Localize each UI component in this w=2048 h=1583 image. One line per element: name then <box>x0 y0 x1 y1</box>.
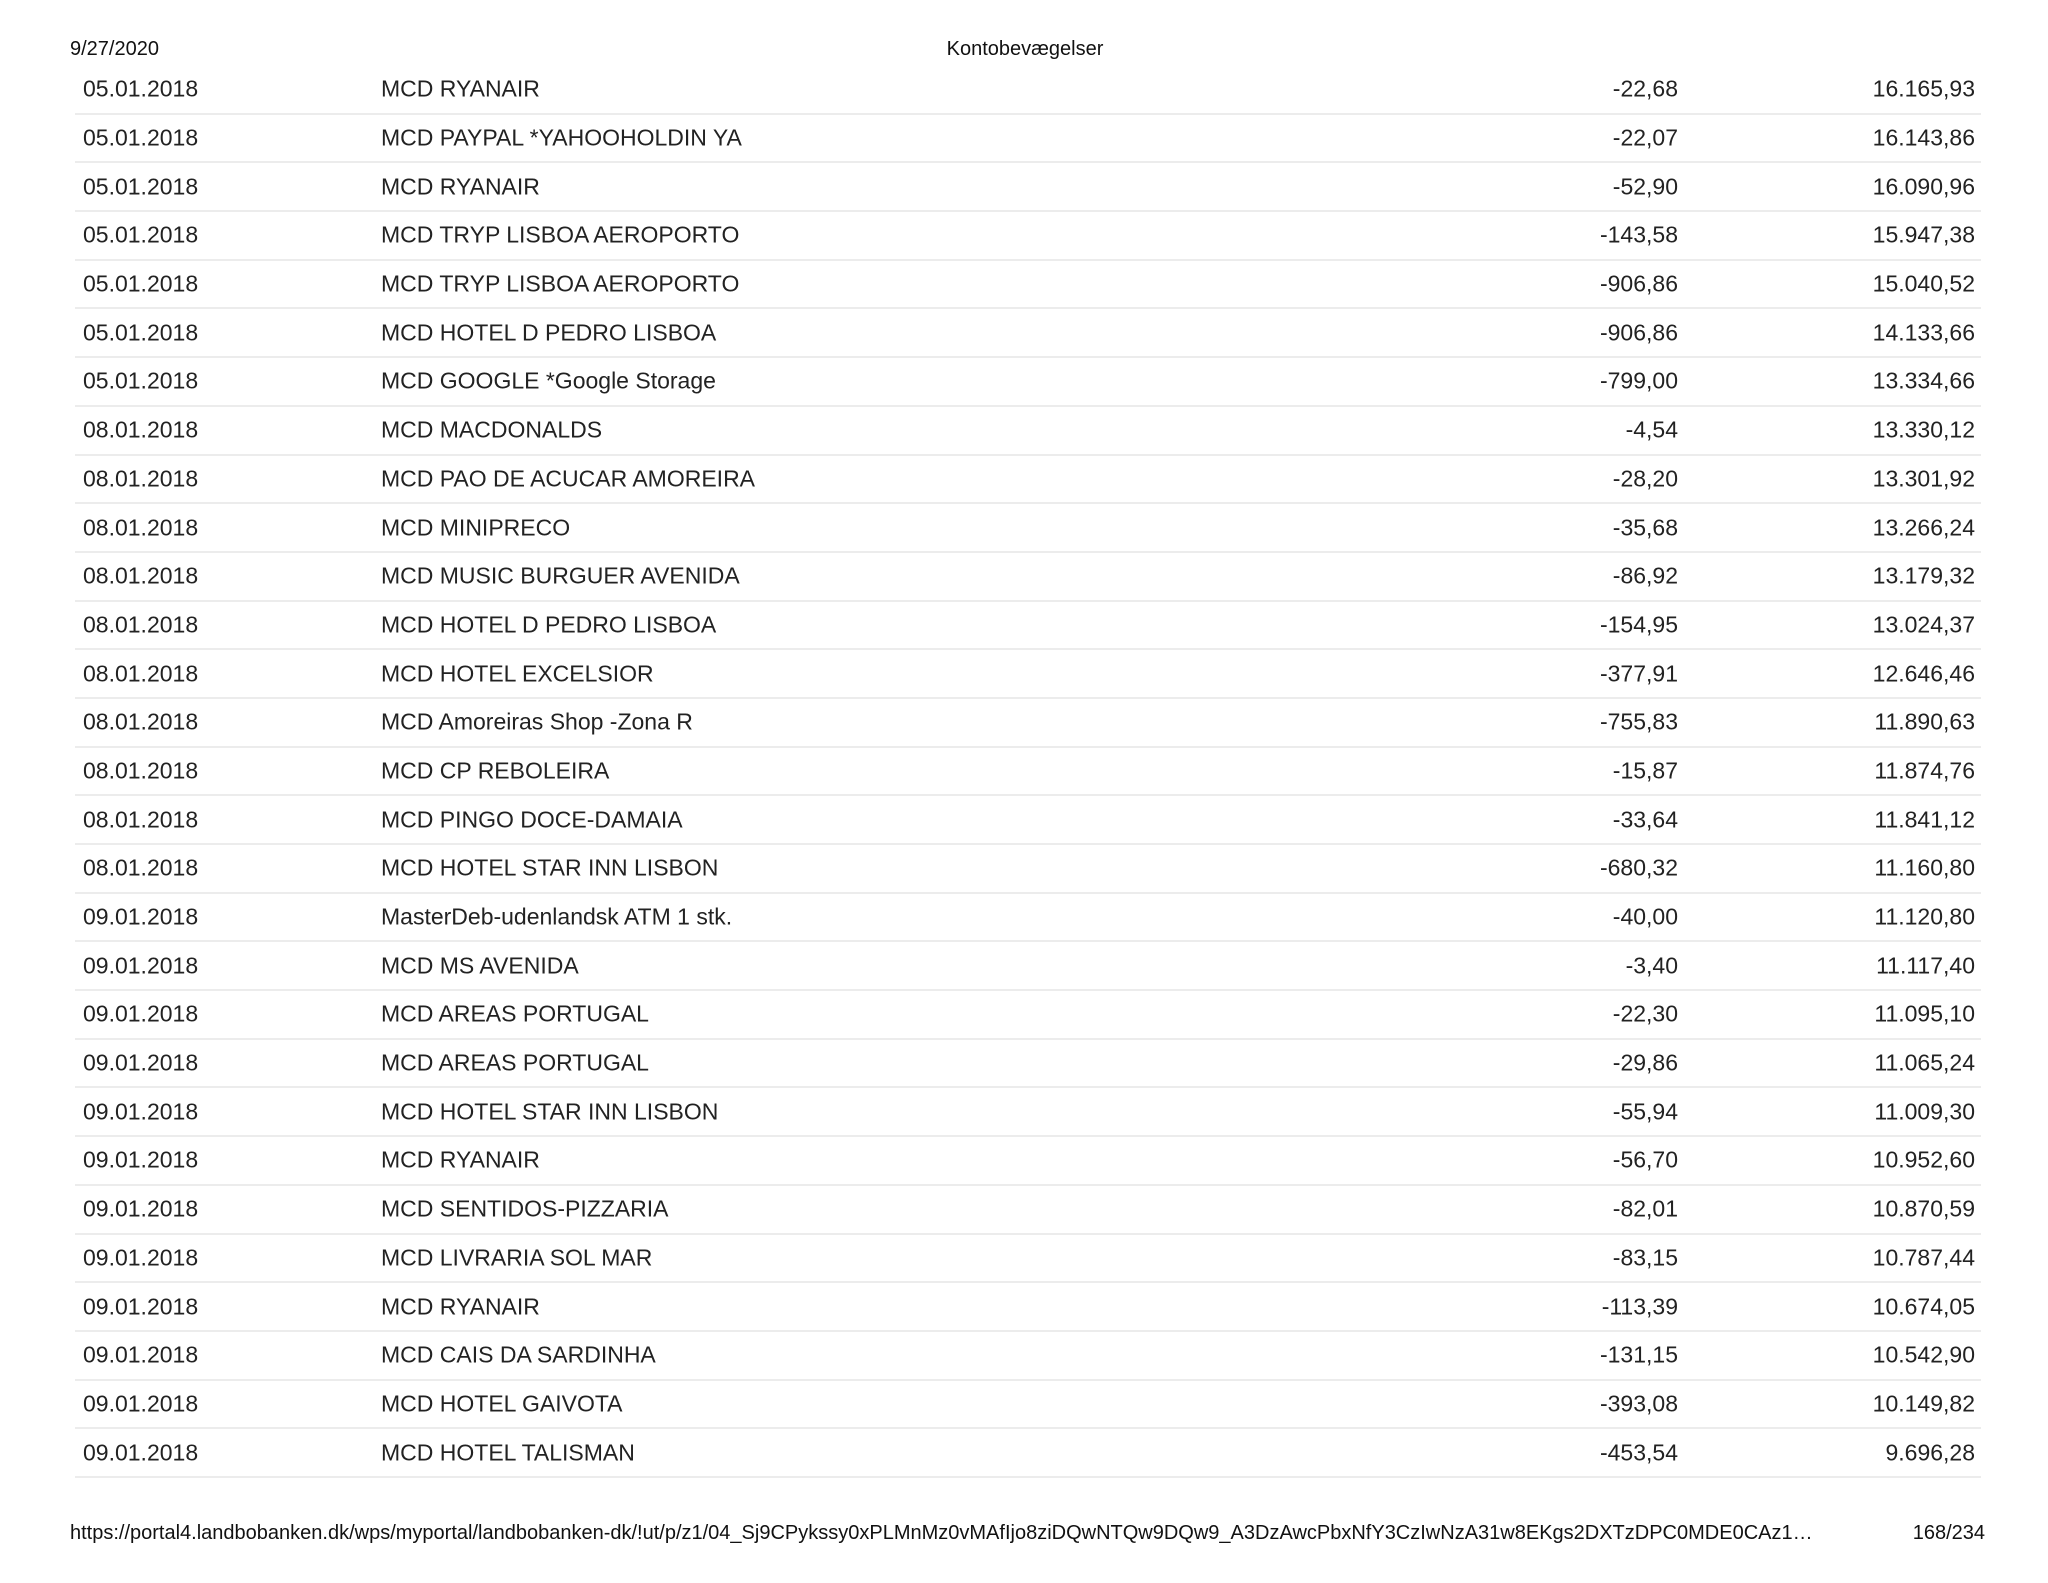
transaction-balance: 9.696,28 <box>1885 1439 1975 1466</box>
transaction-balance: 11.120,80 <box>1874 903 1975 930</box>
transaction-date: 09.01.2018 <box>83 1341 199 1368</box>
transaction-date: 05.01.2018 <box>83 221 199 248</box>
table-row <box>75 699 1981 748</box>
transaction-date: 08.01.2018 <box>83 854 199 881</box>
transaction-date: 09.01.2018 <box>83 1049 199 1076</box>
transaction-date: 09.01.2018 <box>83 1195 199 1222</box>
transaction-balance: 13.024,37 <box>1872 611 1975 638</box>
transaction-text: MCD HOTEL GAIVOTA <box>381 1390 623 1417</box>
transaction-balance: 16.165,93 <box>1872 75 1975 102</box>
transaction-amount: -143,58 <box>1599 221 1678 248</box>
transaction-amount: -3,40 <box>1625 952 1678 979</box>
transaction-amount: -4,54 <box>1625 416 1678 443</box>
table-row <box>75 1040 1981 1089</box>
table-row <box>75 66 1981 115</box>
transaction-date: 09.01.2018 <box>83 1293 199 1320</box>
transaction-amount: -15,87 <box>1612 757 1678 784</box>
transaction-balance: 13.179,32 <box>1872 562 1975 589</box>
transaction-text: MasterDeb-udenlandsk ATM 1 stk. <box>381 903 733 930</box>
transaction-text: MCD HOTEL EXCELSIOR <box>381 660 654 687</box>
table-row <box>75 504 1981 553</box>
transaction-date: 09.01.2018 <box>83 1000 199 1027</box>
transaction-amount: -56,70 <box>1612 1146 1678 1173</box>
table-row <box>75 991 1981 1040</box>
transaction-amount: -22,30 <box>1612 1000 1678 1027</box>
transaction-text: MCD MINIPRECO <box>381 514 571 541</box>
table-row <box>75 1332 1981 1381</box>
transaction-text: MCD HOTEL STAR INN LISBON <box>381 854 719 881</box>
transaction-date: 05.01.2018 <box>83 270 199 297</box>
transactions-table <box>75 66 1981 1478</box>
table-row <box>75 212 1981 261</box>
transaction-text: MCD RYANAIR <box>381 1146 540 1173</box>
table-row <box>75 1283 1981 1332</box>
table-row <box>75 1088 1981 1137</box>
transaction-amount: -86,92 <box>1612 562 1678 589</box>
transaction-balance: 13.334,66 <box>1872 367 1975 394</box>
transaction-balance: 16.143,86 <box>1872 124 1975 151</box>
table-row <box>75 1186 1981 1235</box>
page-url: https://portal4.landbobanken.dk/wps/myportal/landbobanken-dk/!ut/p/z1/04_Sj9CPykssy0xPLMnMz0vMAfIjo8ziDQwNTQw9DQw9_A3DzAwcPbxNfY3CzIwNzA31w8EKgs2DXTzDPC0MDE0CAz1… <box>70 1522 1813 1544</box>
transaction-text: MCD Amoreiras Shop -Zona R <box>381 708 693 735</box>
transaction-balance: 11.095,10 <box>1874 1000 1975 1027</box>
table-row <box>75 748 1981 797</box>
transaction-text: MCD HOTEL TALISMAN <box>381 1439 635 1466</box>
transaction-text: MCD RYANAIR <box>381 75 540 102</box>
transaction-balance: 11.874,76 <box>1874 757 1975 784</box>
transaction-balance: 10.542,90 <box>1872 1341 1975 1368</box>
transaction-balance: 11.117,40 <box>1876 952 1975 979</box>
transaction-balance: 14.133,66 <box>1872 319 1975 346</box>
table-row <box>75 553 1981 602</box>
table-row <box>75 1235 1981 1284</box>
transaction-amount: -113,39 <box>1601 1293 1678 1320</box>
transaction-date: 09.01.2018 <box>83 1439 199 1466</box>
transaction-date: 08.01.2018 <box>83 611 199 638</box>
table-row <box>75 942 1981 991</box>
transaction-balance: 16.090,96 <box>1872 173 1975 200</box>
table-row <box>75 115 1981 164</box>
transaction-date: 05.01.2018 <box>83 75 199 102</box>
transaction-date: 08.01.2018 <box>83 514 199 541</box>
transaction-date: 09.01.2018 <box>83 1146 199 1173</box>
transaction-balance: 10.674,05 <box>1872 1293 1975 1320</box>
transaction-balance: 15.040,52 <box>1872 270 1975 297</box>
transaction-balance: 10.149,82 <box>1872 1390 1975 1417</box>
transaction-text: MCD MACDONALDS <box>381 416 603 443</box>
transaction-text: MCD GOOGLE *Google Storage <box>381 367 716 394</box>
transaction-amount: -453,54 <box>1599 1439 1678 1466</box>
transaction-date: 09.01.2018 <box>83 1244 199 1271</box>
transaction-text: MCD CAIS DA SARDINHA <box>381 1341 656 1368</box>
transaction-text: MCD MUSIC BURGUER AVENIDA <box>381 562 740 589</box>
transaction-balance: 15.947,38 <box>1872 221 1975 248</box>
table-row <box>75 602 1981 651</box>
transaction-amount: -28,20 <box>1612 465 1678 492</box>
transaction-date: 08.01.2018 <box>83 708 199 735</box>
transaction-text: MCD CP REBOLEIRA <box>381 757 610 784</box>
transaction-amount: -393,08 <box>1599 1390 1678 1417</box>
table-row <box>75 407 1981 456</box>
transaction-text: MCD TRYP LISBOA AEROPORTO <box>381 270 740 297</box>
table-row <box>75 1429 1981 1478</box>
transaction-date: 08.01.2018 <box>83 465 199 492</box>
transaction-text: MCD HOTEL D PEDRO LISBOA <box>381 611 717 638</box>
print-footer <box>70 1522 1985 1548</box>
table-row <box>75 1137 1981 1186</box>
transaction-date: 05.01.2018 <box>83 173 199 200</box>
transaction-amount: -377,91 <box>1599 660 1678 687</box>
transaction-balance: 13.301,92 <box>1872 465 1975 492</box>
transaction-amount: -154,95 <box>1599 611 1678 638</box>
transaction-amount: -680,32 <box>1599 854 1678 881</box>
transaction-balance: 12.646,46 <box>1872 660 1975 687</box>
transaction-text: MCD RYANAIR <box>381 173 540 200</box>
transaction-balance: 10.952,60 <box>1872 1146 1975 1173</box>
transaction-date: 09.01.2018 <box>83 1098 199 1125</box>
page-title: Kontobevægelser <box>946 38 1104 60</box>
transaction-date: 08.01.2018 <box>83 416 199 443</box>
transaction-date: 09.01.2018 <box>83 1390 199 1417</box>
transaction-text: MCD HOTEL STAR INN LISBON <box>381 1098 719 1125</box>
transaction-date: 09.01.2018 <box>83 952 199 979</box>
page-number: 168/234 <box>1912 1522 1985 1544</box>
transaction-text: MCD MS AVENIDA <box>381 952 579 979</box>
transaction-date: 05.01.2018 <box>83 124 199 151</box>
transaction-text: MCD LIVRARIA SOL MAR <box>381 1244 653 1271</box>
table-row <box>75 456 1981 505</box>
transaction-date: 05.01.2018 <box>83 367 199 394</box>
transaction-text: MCD AREAS PORTUGAL <box>381 1000 649 1027</box>
transaction-text: MCD PAO DE ACUCAR AMOREIRA <box>381 465 756 492</box>
transaction-date: 09.01.2018 <box>83 903 199 930</box>
transaction-date: 08.01.2018 <box>83 660 199 687</box>
transaction-amount: -55,94 <box>1612 1098 1678 1125</box>
transaction-amount: -755,83 <box>1599 708 1678 735</box>
transaction-text: MCD SENTIDOS-PIZZARIA <box>381 1195 669 1222</box>
transaction-date: 08.01.2018 <box>83 562 199 589</box>
print-date: 9/27/2020 <box>70 38 159 60</box>
transaction-amount: -52,90 <box>1612 173 1678 200</box>
transaction-amount: -83,15 <box>1612 1244 1678 1271</box>
transaction-balance: 11.009,30 <box>1874 1098 1975 1125</box>
table-row <box>75 358 1981 407</box>
table-row <box>75 650 1981 699</box>
table-row <box>75 845 1981 894</box>
table-row <box>75 796 1981 845</box>
transaction-amount: -82,01 <box>1612 1195 1678 1222</box>
transaction-text: MCD AREAS PORTUGAL <box>381 1049 649 1076</box>
transaction-text: MCD RYANAIR <box>381 1293 540 1320</box>
transaction-amount: -40,00 <box>1612 903 1678 930</box>
transaction-amount: -799,00 <box>1599 367 1678 394</box>
transaction-amount: -22,68 <box>1612 75 1678 102</box>
table-row <box>75 261 1981 310</box>
transaction-text: MCD PAYPAL *YAHOOHOLDIN YA <box>381 124 742 151</box>
transaction-amount: -35,68 <box>1612 514 1678 541</box>
table-row <box>75 1381 1981 1430</box>
transaction-balance: 11.160,80 <box>1874 854 1975 881</box>
table-row <box>75 894 1981 943</box>
transaction-amount: -22,07 <box>1612 124 1678 151</box>
transaction-text: MCD TRYP LISBOA AEROPORTO <box>381 221 740 248</box>
transaction-balance: 10.787,44 <box>1872 1244 1975 1271</box>
transaction-amount: -131,15 <box>1599 1341 1678 1368</box>
transaction-amount: -906,86 <box>1599 270 1678 297</box>
table-row <box>75 309 1981 358</box>
transaction-balance: 10.870,59 <box>1872 1195 1975 1222</box>
transaction-balance: 13.330,12 <box>1872 416 1975 443</box>
transaction-amount: -29,86 <box>1612 1049 1678 1076</box>
transaction-amount: -33,64 <box>1612 806 1678 833</box>
transaction-balance: 11.065,24 <box>1874 1049 1975 1076</box>
transaction-balance: 11.890,63 <box>1874 708 1975 735</box>
transaction-text: MCD HOTEL D PEDRO LISBOA <box>381 319 717 346</box>
transaction-amount: -906,86 <box>1599 319 1678 346</box>
transaction-text: MCD PINGO DOCE-DAMAIA <box>381 806 683 833</box>
transaction-date: 05.01.2018 <box>83 319 199 346</box>
transaction-balance: 13.266,24 <box>1872 514 1975 541</box>
transaction-date: 08.01.2018 <box>83 806 199 833</box>
transaction-date: 08.01.2018 <box>83 757 199 784</box>
transaction-balance: 11.841,12 <box>1874 806 1975 833</box>
table-row <box>75 163 1981 212</box>
print-header <box>70 38 1980 64</box>
